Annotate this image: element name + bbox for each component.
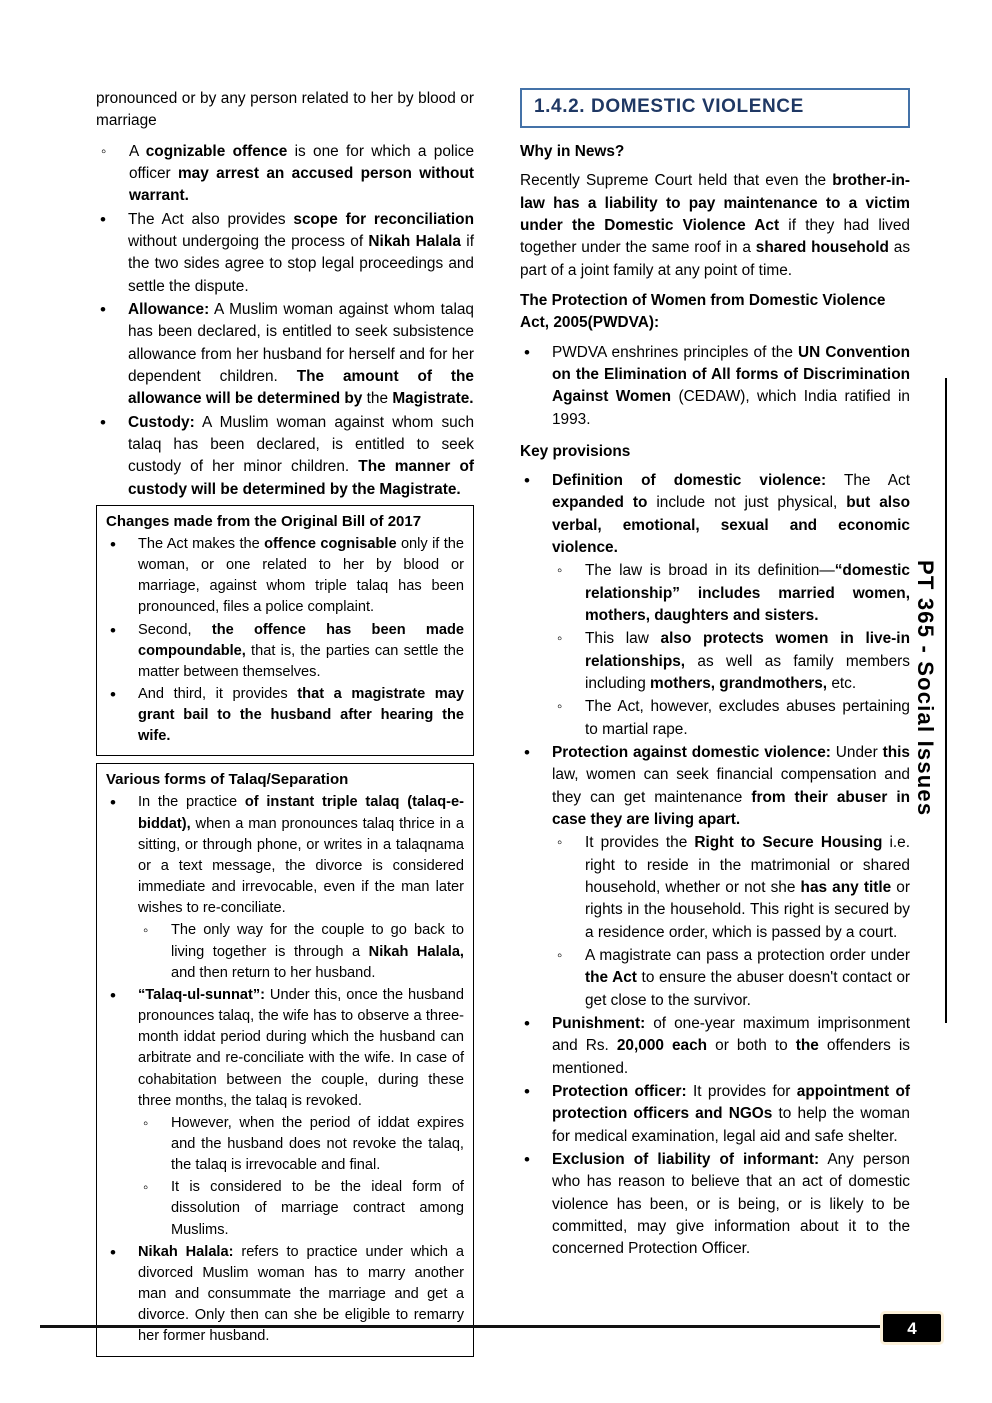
sub-bullet-list xyxy=(138,1113,464,1241)
list-item: ◦ It is considered to be the ideal form of dissolution of marriage contract among Muslims. xyxy=(138,1177,464,1240)
sub-bullet-list xyxy=(138,920,464,983)
callout-bullet-list xyxy=(106,534,464,748)
list-item xyxy=(520,470,910,741)
list-item: • Punishment: of one-year maximum imprisonment and Rs. 20,000 each or both to the offenders is mentioned. xyxy=(520,1013,910,1080)
left-main-bullet-list xyxy=(96,209,474,501)
sub-bullet-list xyxy=(552,560,910,741)
right-column xyxy=(520,88,910,1262)
list-item-text: Protection against domestic violence: Under this law, women can seek financial compensation and they can get maintenance from their abuser in case they are living apart. xyxy=(552,744,910,829)
list-item: ◦ However, when the period of iddat expires and the husband does not revoke the talaq, the talaq is irrevocable and final. xyxy=(138,1113,464,1176)
section-heading-banner xyxy=(520,88,910,128)
callout-title: Changes made from the Original Bill of 2017 xyxy=(106,512,422,530)
list-item: ◦ This law also protects women in live-in relationships, as well as family members including mothers, grandmothers, etc. xyxy=(552,628,910,695)
sub-bullet-list-cognizable xyxy=(96,141,474,208)
pwdva-heading: The Protection of Women from Domestic Violence Act, 2005(PWDVA): xyxy=(520,291,886,332)
list-item: • The Act makes the offence cognisable only if the woman, or one related to her by blood or marriage, against whom triple talaq has been pronounced, files a police complaint. xyxy=(106,534,464,619)
page-number-badge xyxy=(880,1311,944,1345)
continued-paragraph: pronounced or by any person related to her by blood or marriage xyxy=(96,90,474,130)
list-item: • Exclusion of liability of informant: Any person who has reason to believe that an act of domestic violence has been, or is being, or is likely to be committed, may give information about it to the concerned Protection Officer. xyxy=(520,1149,910,1261)
footer-divider xyxy=(40,1325,920,1328)
sidebar-book-title: PT 365 - Social Issues xyxy=(913,560,938,817)
list-item-text: Definition of domestic violence: The Act expanded to include not just physical, but also verbal, emotional, sexual and economic violence. xyxy=(552,472,910,557)
page-title: 1.4.2. DOMESTIC VIOLENCE xyxy=(534,96,804,117)
why-in-news-body: Recently Supreme Court held that even the brother-in-law has a liability to pay maintenance to a victim under the Domestic Violence Act if they had lived together under the same roof in a shared household as part of a joint family at any point of time. xyxy=(520,172,911,279)
why-in-news-heading: Why in News? xyxy=(520,142,625,160)
list-item: ◦ A cognizable offence is one for which a police officer may arrest an accused person without warrant. xyxy=(96,141,474,208)
sidebar-vertical-rule xyxy=(945,378,947,1023)
list-item: ◦ The only way for the couple to go back to living together is through a Nikah Halala, and then return to her husband. xyxy=(138,920,464,983)
page-number-value: 4 xyxy=(907,1318,917,1338)
list-item: ◦ It provides the Right to Secure Housing i.e. right to reside in the matrimonial or shared household, whether or not she has any title or rights in the household. This right is secured by a residence order, which is passed by a court. xyxy=(552,832,910,944)
key-provisions-list xyxy=(520,470,910,1260)
list-item: • Protection officer: It provides for appointment of protection officers and NGOs to help the woman for medical examination, legal aid and safe shelter. xyxy=(520,1081,910,1148)
key-provisions-heading: Key provisions xyxy=(520,442,631,460)
sub-bullet-list xyxy=(552,832,910,1012)
callout-box-changes-from-original-bill xyxy=(96,505,474,757)
callout-title: Various forms of Talaq/Separation xyxy=(106,771,349,789)
list-item xyxy=(520,742,910,1012)
list-item: • Second, the offence has been made compoundable, that is, the parties can settle the matter between themselves. xyxy=(106,620,464,683)
list-item: • Allowance: A Muslim woman against whom talaq has been declared, is entitled to seek subsistence allowance from her husband for herself and for her dependent children. The amount of the allowance will be determined by the Magistrate. xyxy=(96,299,474,411)
list-item-text: “Talaq-ul-sunnat”: Under this, once the husband pronounces talaq, the wife has to observe a three-month iddat period during which the husband can arbitrate and re-conciliate with the wife. In case of cohabitation between the couple, during these three months, the talaq is revoked. xyxy=(138,986,464,1109)
callout-bullet-list xyxy=(106,792,464,1347)
list-item: ◦ A magistrate can pass a protection order under the Act to ensure the abuser doesn't contact or get close to the survivor. xyxy=(552,945,910,1012)
list-item: • And third, it provides that a magistrate may grant bail to the husband after hearing the wife. xyxy=(106,684,464,747)
callout-box-forms-of-talaq xyxy=(96,763,474,1356)
list-item: ◦ The Act, however, excludes abuses pertaining to martial rape. xyxy=(552,696,910,741)
list-item: • Custody: A Muslim woman against whom such talaq has been declared, is entitled to seek custody of her minor children. The manner of custody will be determined by the Magistrate. xyxy=(96,412,474,501)
list-item xyxy=(106,792,464,983)
list-item xyxy=(106,985,464,1241)
list-item: • The Act also provides scope for reconciliation without undergoing the process of Nikah Halala if the two sides agree to stop legal proceedings and settle the dispute. xyxy=(96,209,474,298)
list-item-text: In the practice of instant triple talaq (talaq-e-biddat), when a man pronounces talaq thrice in a sitting, or through phone, or writes in a talaqnama or a text message, the divorce is considered immediate and irrevocable, even if the man later wishes to re-conciliate. xyxy=(138,794,464,917)
list-item: • PWDVA enshrines principles of the UN Convention on the Elimination of All forms of Discrimination Against Women (CEDAW), which India ratified in 1993. xyxy=(520,342,910,431)
list-item: ◦ The law is broad in its definition—“domestic relationship” includes married women, mothers, daughters and sisters. xyxy=(552,560,910,627)
left-column xyxy=(96,88,474,1364)
list-item: • Nikah Halala: refers to practice under which a divorced Muslim woman has to marry another man and consummate the marriage and get a divorce. Only then can she be eligible to remarry her former husband. xyxy=(106,1242,464,1348)
pwdva-bullet-list xyxy=(520,342,910,431)
